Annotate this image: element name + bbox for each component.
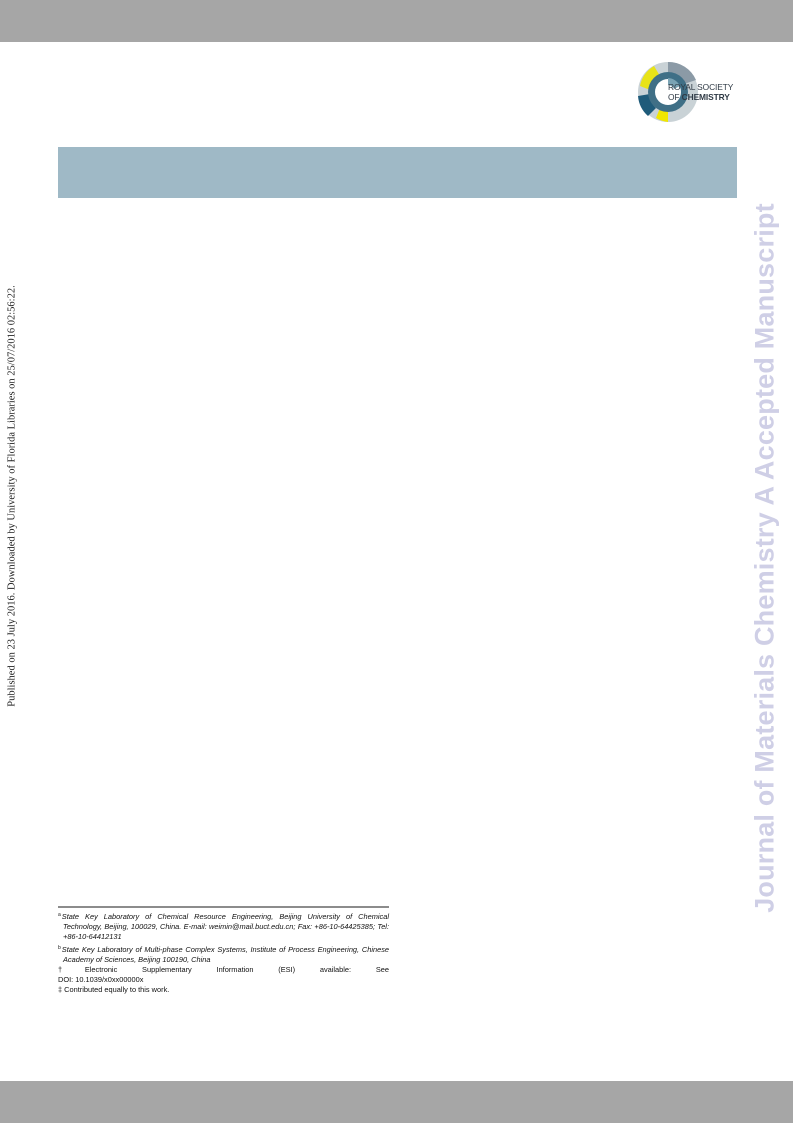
footnote-affiliation-a [58,910,389,943]
logo-line-1: ROYAL SOCIETY [668,82,734,92]
footnote-esi-doi: DOI: 10.1039/x0xx00000x [58,975,144,985]
footnote-marker-b: b [58,944,61,951]
logo-wordmark [668,83,733,102]
bottom-margin-bar [0,1081,793,1123]
title-band [58,147,737,198]
footnote-a-text: State Key Laboratory of Chemical Resource Engineering, Beijing University of Chemical Technology, Beijing, 100029, China. E-mail: weimin@mail.buct.edu.cn; Fax: +86-10-64425385; Tel: +86-10-64412131 [61,912,389,942]
top-margin-bar [0,0,793,42]
footnote-equal-contribution: ‡ Contributed equally to this work. [58,985,170,995]
logo-line-2-prefix: OF [668,91,682,102]
footnote-esi-line-1: †Electronic Supplementary Information (ESI) available: See [58,965,389,975]
watermark-text: Journal of Materials Chemistry A Accepted Manuscript [749,203,780,913]
footnote-marker-a: a [58,912,61,918]
footnote-b-text: State Key Laboratory of Multi-phase Complex Systems, Institute of Process Engineering, Chinese Academy of Sciences, Beijing 100190, China [61,944,389,964]
footnotes [58,906,389,996]
logo-line-2-bold: CHEMISTRY [681,91,730,102]
logo-line-2 [668,93,733,103]
footnote-affiliation-b [58,943,389,965]
published-side-text: Published on 23 July 2016. Downloaded by University of Florida Libraries on 25/07/2016 02:56:22. [6,285,18,707]
